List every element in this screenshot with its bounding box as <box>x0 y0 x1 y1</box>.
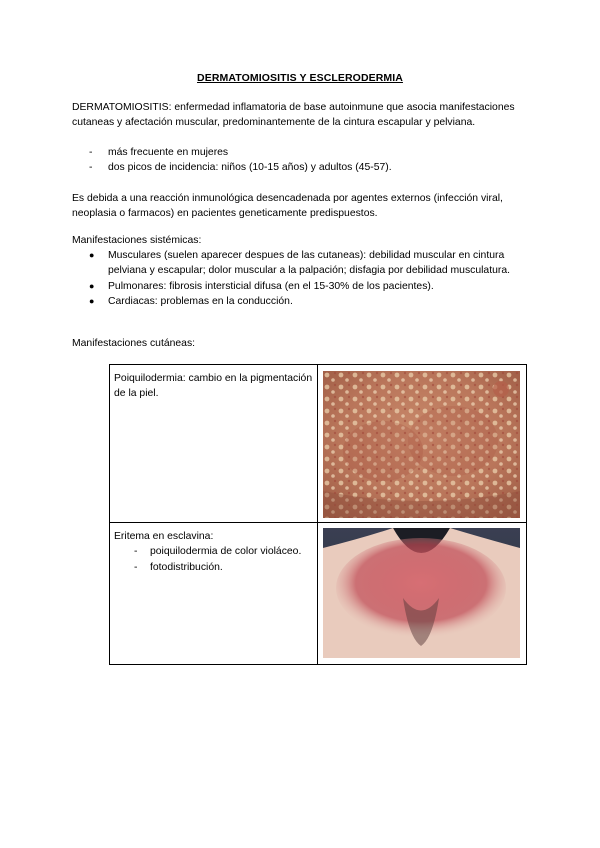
eritema-heading: Eritema en esclavina: <box>114 531 214 542</box>
table-cell-text <box>110 523 318 665</box>
intro-paragraph: DERMATOMIOSITIS: enfermedad inflamatoria de base autoinmune que asocia manifestaciones cutaneas y afectación muscular, predominantemente de la cintura escapular y pelviana. <box>72 102 515 129</box>
table-cell-image <box>318 365 527 523</box>
poikiloderma-photo <box>323 371 520 518</box>
intro-points-list <box>72 145 532 176</box>
systemic-list <box>72 248 532 309</box>
systemic-heading: Manifestaciones sistémicas: <box>72 235 202 246</box>
table-row <box>110 523 527 665</box>
list-item: ● Musculares (suelen aparecer despues de las cutaneas): debilidad muscular en cintura pelviana y escapular; dolor muscular a la palpación; disfagia por debilidad musculatura. <box>89 250 511 277</box>
cutaneous-table <box>109 364 527 665</box>
table-cell-text <box>110 365 318 523</box>
poikiloderma-description: Poiquilodermia: cambio en la pigmentación de la piel. <box>114 373 313 400</box>
list-item: - dos picos de incidencia: niños (10-15 años) y adultos (45-57). <box>89 162 392 174</box>
list-item: - más frecuente en mujeres <box>89 147 229 158</box>
document-title: DERMATOMIOSITIS Y ESCLERODERMIA <box>197 72 403 84</box>
list-item: - poiquilodermia de color violáceo. <box>134 546 302 558</box>
eritema-esclavina-photo <box>323 528 520 658</box>
list-item: - fotodistribución. <box>134 561 223 573</box>
eritema-description <box>110 523 317 581</box>
list-item: ● Pulmonares: fibrosis intersticial difusa (en el 15-30% de los pacientes). <box>89 280 434 292</box>
list-item: ● Cardiacas: problemas en la conducción. <box>89 295 293 307</box>
cause-paragraph: Es debida a una reacción inmunológica desencadenada por agentes externos (infección viral, neoplasia o farmacos) en pacientes geneticamente predispuestos. <box>72 193 503 220</box>
cutaneous-heading: Manifestaciones cutáneas: <box>72 338 196 349</box>
table-row <box>110 365 527 523</box>
table-cell-image <box>318 523 527 665</box>
eritema-points-list <box>114 544 313 575</box>
